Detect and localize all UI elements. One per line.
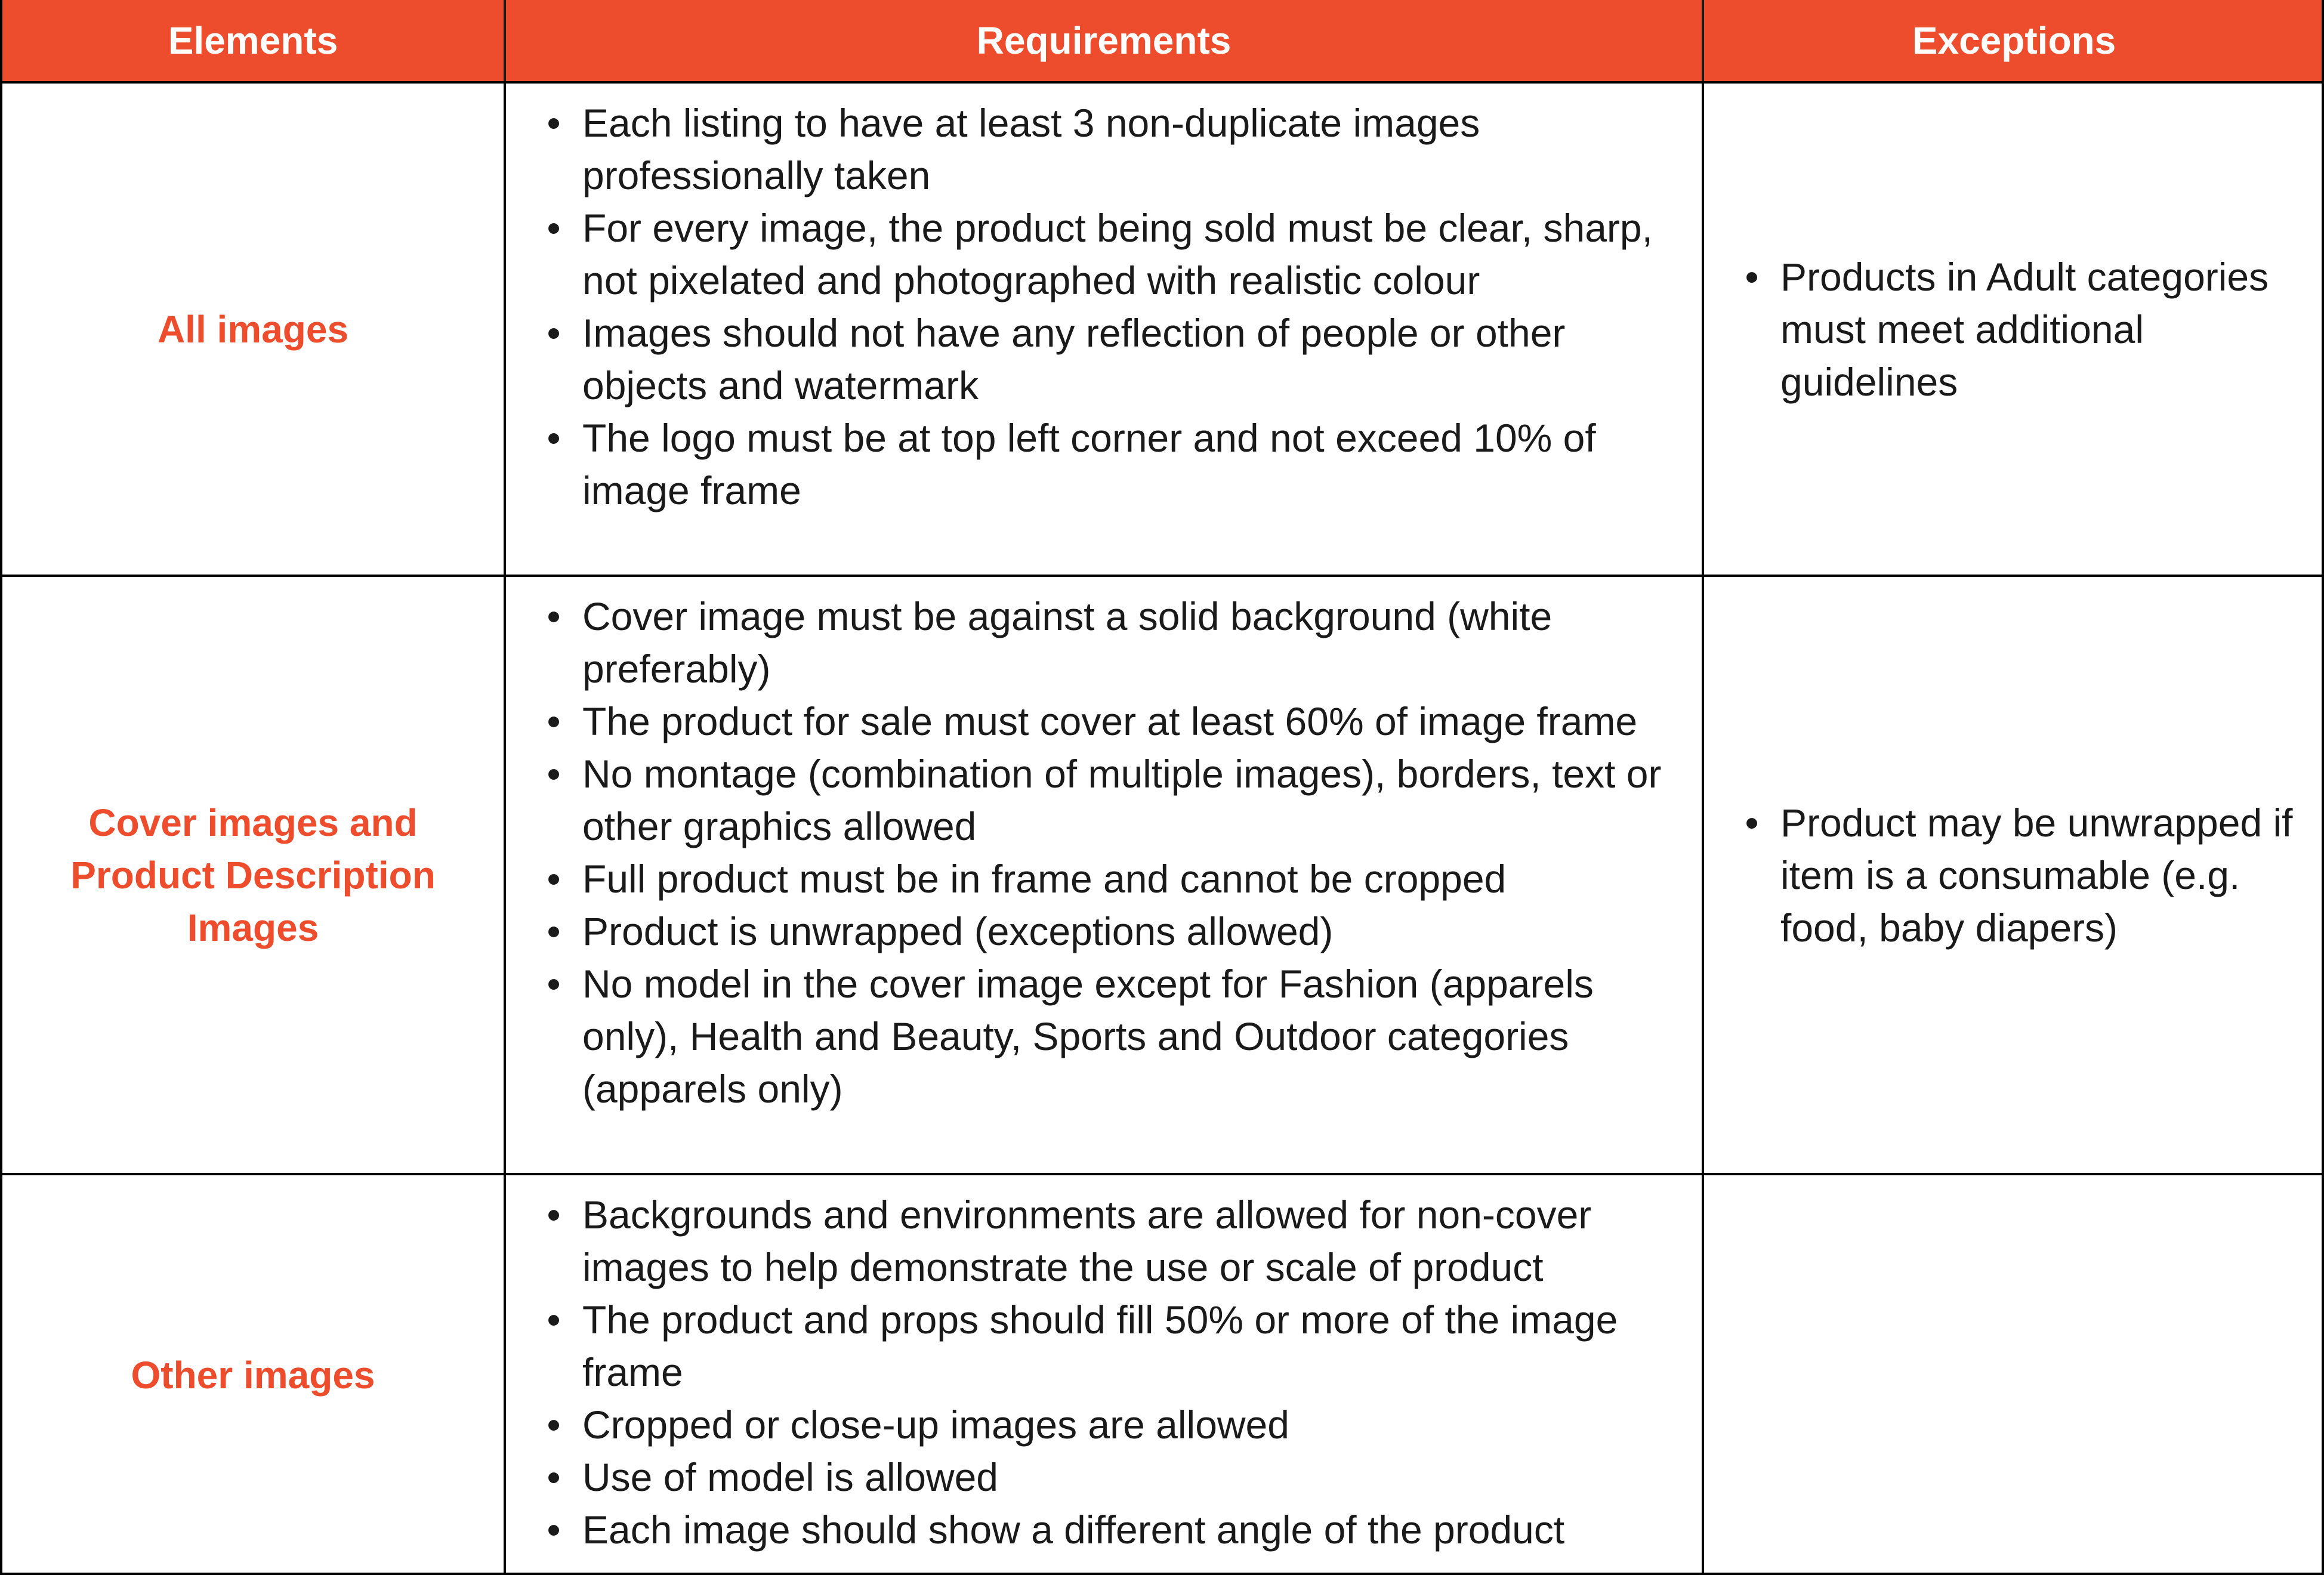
bullet-icon: • bbox=[547, 857, 561, 901]
requirement-text: Images should not have any reflection of people or other objects and watermark bbox=[582, 311, 1566, 407]
exceptions-list bbox=[1726, 796, 2306, 954]
requirement-text: The product and props should fill 50% or more of the image frame bbox=[582, 1298, 1618, 1394]
bullet-icon: • bbox=[547, 752, 561, 796]
list-item bbox=[527, 905, 1678, 958]
requirement-text: Full product must be in frame and cannot be cropped bbox=[582, 857, 1507, 901]
requirement-text: Each image should show a different angle of the product bbox=[582, 1508, 1565, 1552]
table-row bbox=[2, 575, 2322, 1173]
list-item bbox=[1726, 796, 2306, 954]
element-all-images: All images bbox=[157, 307, 349, 351]
requirements-cell bbox=[504, 84, 1702, 575]
list-item bbox=[527, 1503, 1678, 1556]
bullet-icon: • bbox=[547, 311, 561, 355]
exceptions-cell bbox=[1702, 577, 2324, 1173]
exceptions-cell-empty bbox=[1702, 1175, 2324, 1575]
exception-text: Product may be unwrapped if item is a consumable (e.g. food, baby diapers) bbox=[1780, 800, 2293, 950]
exception-text: Products in Adult categories must meet additional guidelines bbox=[1780, 254, 2269, 404]
requirements-list bbox=[527, 97, 1678, 517]
requirements-list bbox=[527, 1188, 1678, 1556]
bullet-icon: • bbox=[547, 909, 561, 953]
requirement-text: Each listing to have at least 3 non-duplicate images professionally taken bbox=[582, 101, 1480, 197]
list-item bbox=[527, 853, 1678, 905]
bullet-icon: • bbox=[547, 1193, 561, 1237]
requirement-text: Backgrounds and environments are allowed for non-cover images to help demonstrate the use or scale of product bbox=[582, 1193, 1592, 1289]
requirement-text: Cover image must be against a solid background (white preferably) bbox=[582, 594, 1553, 691]
list-item bbox=[527, 202, 1678, 307]
list-item bbox=[527, 412, 1678, 517]
list-item bbox=[527, 307, 1678, 412]
requirement-text: No model in the cover image except for Fashion (apparels only), Health and Beauty, Sports and Outdoor categories (apparels only) bbox=[582, 962, 1594, 1111]
list-item bbox=[527, 1188, 1678, 1293]
bullet-icon: • bbox=[547, 416, 561, 460]
bullet-icon: • bbox=[547, 206, 561, 250]
header-requirements: Requirements bbox=[504, 0, 1702, 81]
list-item bbox=[1726, 251, 2306, 408]
list-item bbox=[527, 748, 1678, 853]
requirement-text: The logo must be at top left corner and not exceed 10% of image frame bbox=[582, 416, 1596, 512]
bullet-icon: • bbox=[547, 1508, 561, 1552]
element-other-images: Other images bbox=[131, 1354, 375, 1397]
table-row bbox=[2, 1173, 2322, 1575]
bullet-icon: • bbox=[1745, 254, 1759, 299]
bullet-icon: • bbox=[547, 1298, 561, 1342]
list-item bbox=[527, 97, 1678, 202]
requirement-text: The product for sale must cover at least 60% of image frame bbox=[582, 699, 1638, 743]
requirement-text: No montage (combination of multiple images), borders, text or other graphics allowed bbox=[582, 752, 1662, 848]
list-item bbox=[527, 1293, 1678, 1398]
bullet-icon: • bbox=[1745, 800, 1759, 845]
requirements-cell bbox=[504, 577, 1702, 1173]
header-exceptions: Exceptions bbox=[1702, 0, 2324, 81]
element-cover-images: Cover images and Product Description Images bbox=[70, 801, 436, 949]
bullet-icon: • bbox=[547, 699, 561, 743]
exceptions-cell bbox=[1702, 84, 2324, 575]
requirement-text: Cropped or close-up images are allowed bbox=[582, 1403, 1289, 1447]
requirement-text: For every image, the product being sold must be clear, sharp, not pixelated and photographed with realistic colour bbox=[582, 206, 1653, 302]
header-elements: Elements bbox=[168, 19, 338, 62]
bullet-icon: • bbox=[547, 1403, 561, 1447]
list-item bbox=[527, 1451, 1678, 1503]
list-item bbox=[527, 695, 1678, 748]
bullet-icon: • bbox=[547, 101, 561, 145]
table-header-row bbox=[2, 0, 2322, 81]
list-item bbox=[527, 1398, 1678, 1451]
list-item bbox=[527, 590, 1678, 695]
list-item bbox=[527, 958, 1678, 1115]
exceptions-list bbox=[1726, 251, 2306, 408]
requirements-list bbox=[527, 590, 1678, 1115]
requirement-text: Product is unwrapped (exceptions allowed) bbox=[582, 909, 1334, 953]
bullet-icon: • bbox=[547, 594, 561, 638]
bullet-icon: • bbox=[547, 962, 561, 1006]
requirement-text: Use of model is allowed bbox=[582, 1455, 998, 1499]
requirements-cell bbox=[504, 1175, 1702, 1575]
bullet-icon: • bbox=[547, 1455, 561, 1499]
table-row bbox=[2, 81, 2322, 575]
